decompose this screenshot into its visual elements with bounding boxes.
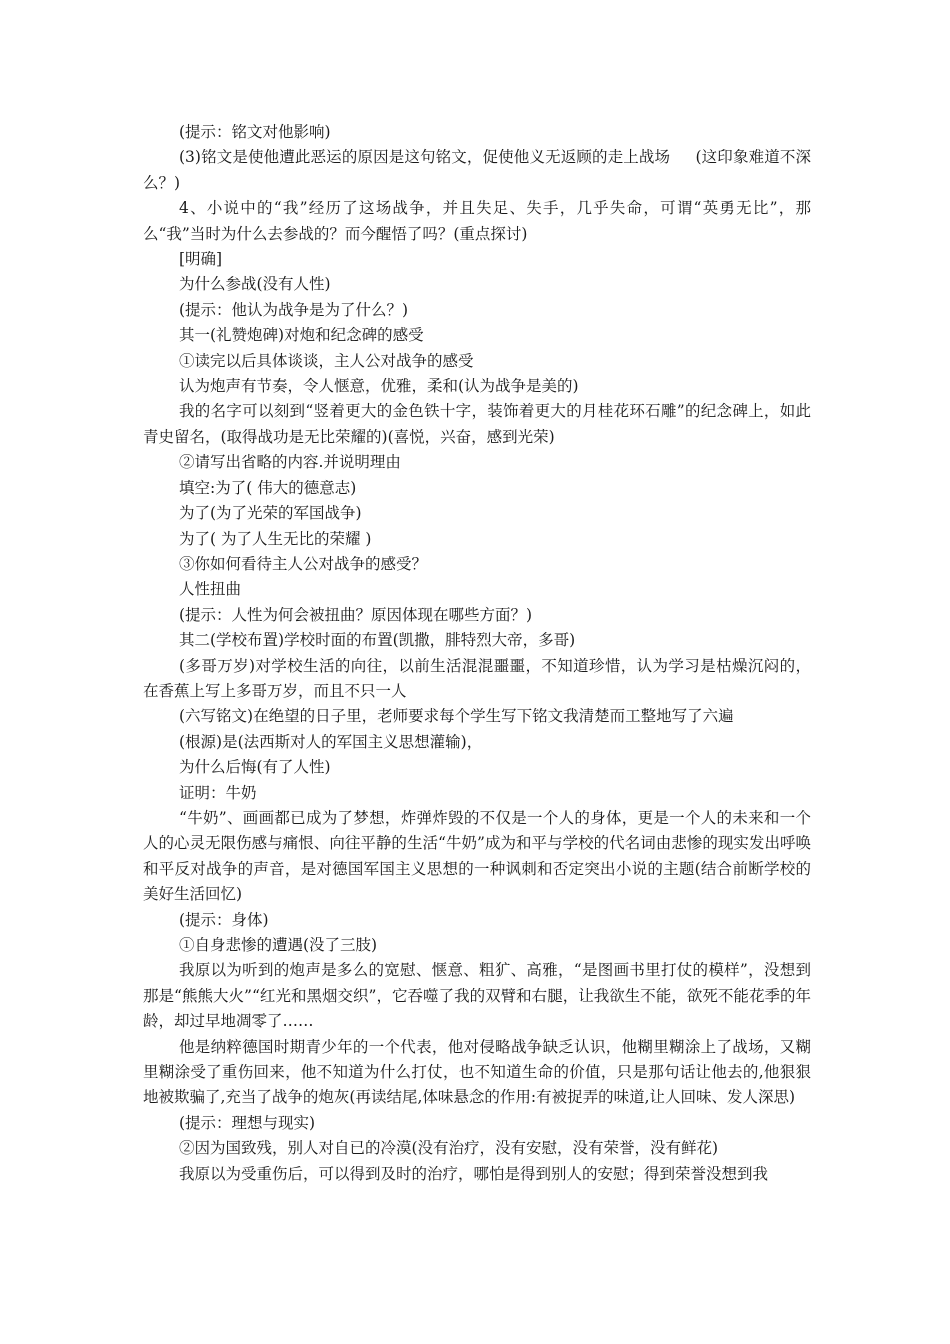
paragraph-togo-banzai: (多哥万岁)对学校生活的向往，以前生活混混噩噩，不知道珍惜，认为学习是枯燥沉闷的，在香蕉上写上多哥万岁，而且不只一人: [143, 656, 811, 700]
paragraph-proof-milk: 证明：牛奶: [179, 783, 257, 802]
paragraph-six-inscriptions: (六写铭文)在绝望的日子里，老师要求每个学生写下铭文我清楚而工整地写了六遍: [179, 707, 734, 726]
paragraph-second-point: 其二(学校布置)学校时面的布置(凯撒，腓特烈大帝，多哥): [179, 631, 576, 650]
paragraph-gunfire-feeling: 认为炮声有节奏，令人惬意，优雅，柔和(认为战争是美的): [179, 377, 579, 396]
paragraph-hint-ideal-reality: (提示：理想与现实): [179, 1113, 316, 1132]
paragraph-first-point: 其一(礼赞炮碑)对炮和纪念碑的感受: [179, 326, 424, 345]
paragraph-hint-distortion: (提示：人性为何会被扭曲？原因体现在哪些方面？): [179, 605, 533, 624]
paragraph-question-4: 4、小说中的“我”经历了这场战争，并且失足、失手，几乎失命，可谓“英勇无比”，那么“我”当时为什么去参战的？而今醒悟了吗？(重点探讨): [143, 199, 811, 243]
paragraph-monument-name: 我的名字可以刻到“竖着更大的金色铁十字，装饰着更大的月桂花环石雕”的纪念碑上，如此青史留名，(取得战功是无比荣耀的)(喜悦，兴奋，感到光荣): [143, 402, 811, 446]
paragraph-fill-blank-1: 填空:为了( 伟大的德意志): [179, 478, 357, 497]
paragraph-fill-blank-2: 为了(为了光荣的军国战争): [179, 504, 362, 523]
paragraph-item-2: ②请写出省略的内容.并说明理由: [179, 453, 401, 472]
paragraph-tragic-fate: ①自身悲惨的遭遇(没了三肢): [179, 936, 378, 954]
paragraph-clarify-heading: [明确]: [179, 250, 223, 269]
paragraph-fill-blank-3: 为了( 为了人生无比的荣耀 ): [179, 529, 372, 548]
paragraph-why-regret: 为什么后悔(有了人性): [179, 758, 331, 777]
paragraph-root-cause: (根源)是(法西斯对人的军国主义思想灌输)，: [179, 732, 483, 751]
paragraph-milk-dream: “牛奶”、画画都已成为了梦想，炸弹炸毁的不仅是一个人的身体，更是一个人的未来和一个人的心灵无限伤感与痛恨、向往平静的生活“牛奶”成为和平与学校的代名词由悲惨的现实发出呼唤和平反对战争的声音，是对德国军国主义思想的一种讽刺和否定突出小说的主题(结合前断学校的美好生活回忆): [143, 808, 811, 904]
document-body: [143, 120, 811, 1187]
paragraph-why-war: 为什么参战(没有人性): [179, 275, 331, 294]
paragraph-hint-war-purpose: (提示：他认为战争是为了什么？): [179, 300, 409, 319]
paragraph-nazi-youth: 他是纳粹德国时期青少年的一个代表，他对侵略战争缺乏认识，他糊里糊涂上了战场，又糊里糊涂受了重伤回来，他不知道为什么打仗，也不知道生命的价值，只是那句话让他去的,他狠狠地被欺骗了,充当了战争的炮灰(再读结尾,体味悬念的作用:有被捉弄的味道,让人回味、发人深思): [143, 1037, 811, 1107]
paragraph-gunfire-expectation: 我原以为听到的炮声是多么的宽慰、惬意、粗犷、高雅，“是图画书里打仗的模样”，没想到那是“熊熊大火”“红光和黑烟交织”，它吞噬了我的双臂和右腿，让我欲生不能，欲死不能花季的年龄，却过早地凋零了……: [143, 961, 811, 1031]
paragraph-hint-body: (提示：身体): [179, 910, 269, 929]
paragraph-hint-inscription-effect: (提示：铭文对他影响): [179, 123, 331, 141]
paragraph-distorted-humanity: 人性扭曲: [179, 580, 242, 599]
paragraph-indifference: ②因为国致残，别人对自已的冷漠(没有治疗，没有安慰，没有荣誉，没有鲜花): [179, 1139, 719, 1158]
paragraph-item-3: ③你如何看待主人公对战争的感受？: [179, 554, 428, 573]
paragraph-expected-treatment: 我原以为受重伤后，可以得到及时的治疗，哪怕是得到别人的安慰；得到荣誉没想到我: [179, 1164, 769, 1183]
paragraph-item-1: ①读完以后具体谈谈，主人公对战争的感受: [179, 351, 474, 370]
paragraph-inscription-cause: (3)铭文是使他遭此恶运的原因是这句铭文，促使他义无返顾的走上战场 (这印象难道不深么？): [143, 148, 811, 192]
